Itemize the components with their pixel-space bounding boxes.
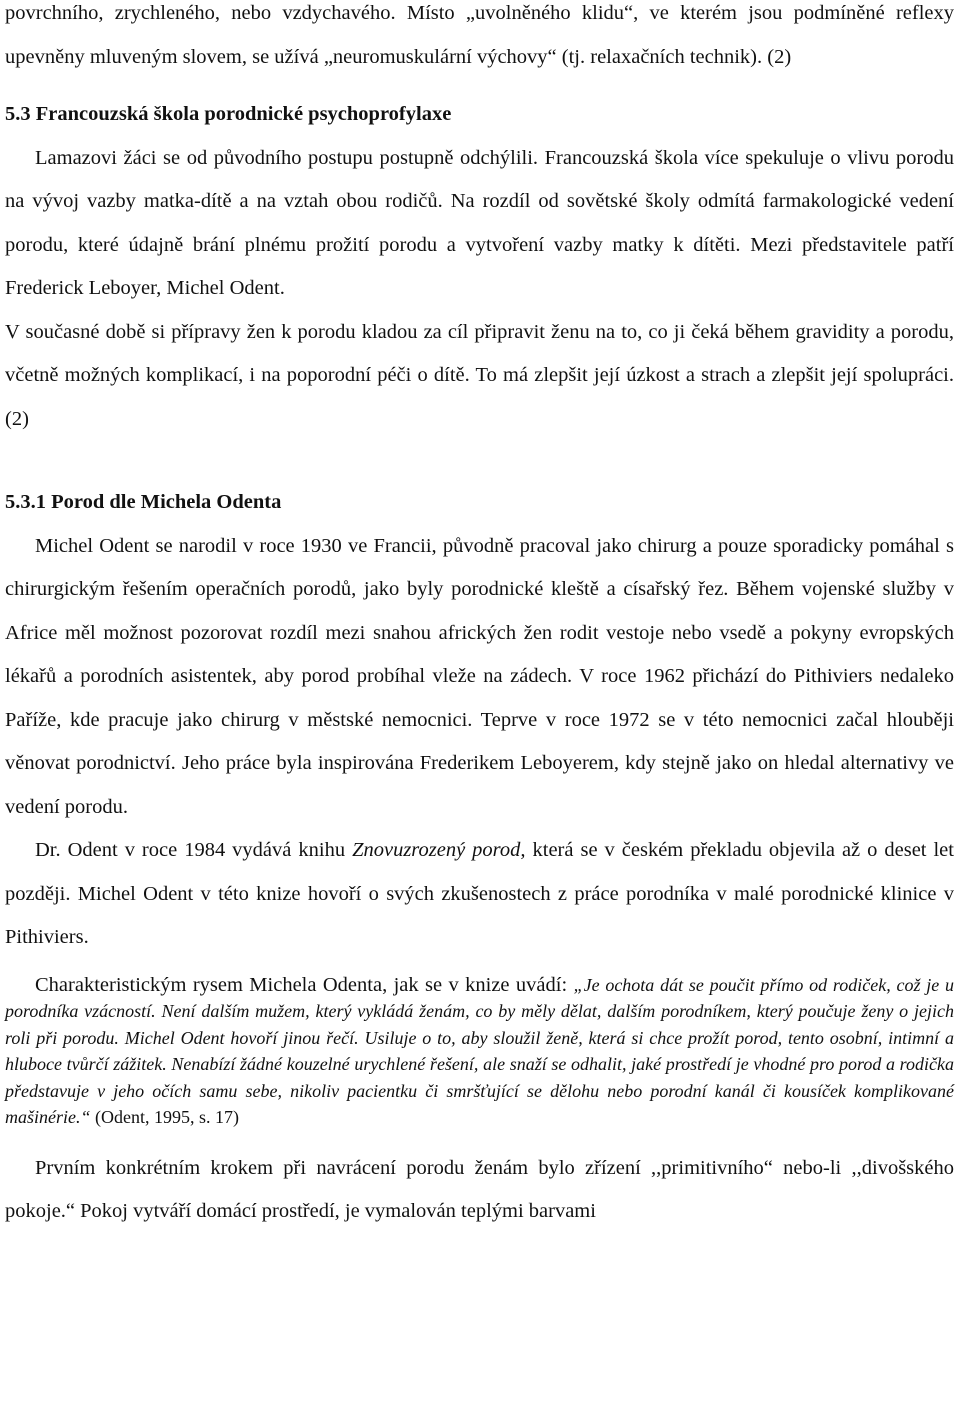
spacer bbox=[5, 441, 954, 481]
paragraph-current-preparation: V současné době si přípravy žen k porodu kladou za cíl připravit ženu na to, co ji čeká během gravidity a porodu, včetně možných komplikací, i na poporodní péči o dítě. To má zlepšit její úzkost a strach a zlepšit její spolupráci. (2) bbox=[5, 320, 954, 430]
paragraph-continued: povrchního, zrychleného, nebo vzdychavého. Místo „uvolněného klidu“, ve kterém jsou podmíněné reflexy upevněny mluveným slovem, se užívá „neuromuskulární výchovy“ (tj. relaxačních technik). (2) bbox=[5, 2, 954, 68]
document-page bbox=[5, 0, 954, 1234]
paragraph-french-school: Lamazovi žáci se od původního postupu postupně odchýlili. Francouzská škola více spekuluje o vlivu porodu na vývoj vazby matka-dítě a na vztah obou rodičů. Na rozdíl od sovětské školy odmítá farmakologické vedení porodu, které údajně brání plnému prožití porodu a vytvoření vazby matky k dítěti. Mezi představitele patří Frederick Leboyer, Michel Odent. bbox=[5, 146, 954, 299]
spacer bbox=[5, 79, 954, 93]
paragraph-primitive-room: Prvním konkrétním krokem při navrácení porodu ženám bylo zřízení ,,primitivního“ nebo-li ,,divošského pokoje.“ Pokoj vytváří domácí prostředí, je vymalován teplými barvami bbox=[5, 1156, 954, 1222]
paragraph-odent-book bbox=[5, 829, 954, 960]
section-heading-5-3: 5.3 Francouzská škola porodnické psychoprofylaxe bbox=[5, 103, 452, 125]
book-title: Znovuzrozený porod, bbox=[352, 839, 526, 861]
paragraph-odent-book-before: Dr. Odent v roce 1984 vydává knihu bbox=[35, 839, 353, 861]
paragraph-odent-book-after: která se v českém překladu objevila až o deset let později. Michel Odent v této knize hovoří o svých zkušenostech z práce porodníka v malé porodnické klinice v Pithiviers. bbox=[5, 839, 954, 948]
quote-paragraph bbox=[5, 972, 954, 1131]
quote-lead: Charakteristickým rysem Michela Odenta, jak se v knize uvádí: bbox=[35, 973, 574, 996]
quote-text: „Je ochota dát se poučit přímo od rodiček, což je u porodníka vzácností. Není dalším mužem, který vykládá ženám, co by měly dělat, dalším porodníkem, který poučuje ženy o jejich roli při porodu. Michel Odent hovoří jinou řečí. Usiluje o to, aby sloužil ženě, která si chce prožít porod, tento osobní, intimní a hluboce tvůrčí zážitek. Nenabízí žádné kouzelné urychlené řešení, ale snaží se odhalit, jaké prostředí je vhodné pro porod a rodička představuje v jeho očích samu sebe, nikoliv pacientku či smršťující se dělohu nebo porodní kanál či kousíček komplikované mašinérie.“ bbox=[5, 974, 954, 1127]
quote-citation: (Odent, 1995, s. 17) bbox=[90, 1107, 239, 1127]
paragraph-odent-bio: Michel Odent se narodil v roce 1930 ve Francii, původně pracoval jako chirurg a pouze sporadicky pomáhal s chirurgickým řešením operačních porodů, jako byly porodnické kleště a císařský řez. Během vojenské služby v Africe měl možnost pozorovat rozdíl mezi snahou afrických žen rodit vestoje nebo vsedě a pokyny evropských lékařů a porodních asistentek, aby porod probíhal vleže na zádech. V roce 1962 přichází do Pithiviers nedaleko Paříže, kde pracuje jako chirurg v městské nemocnici. Teprve v roce 1972 se v této nemocnici začal hlouběji věnovat porodnictví. Jeho práce byla inspirována Frederikem Leboyerem, kdy stejně jako on hledal alternativy ve vedení porodu. bbox=[5, 534, 954, 818]
spacer bbox=[5, 960, 954, 972]
spacer bbox=[5, 1131, 954, 1147]
section-heading-5-3-1: 5.3.1 Porod dle Michela Odenta bbox=[5, 491, 282, 513]
